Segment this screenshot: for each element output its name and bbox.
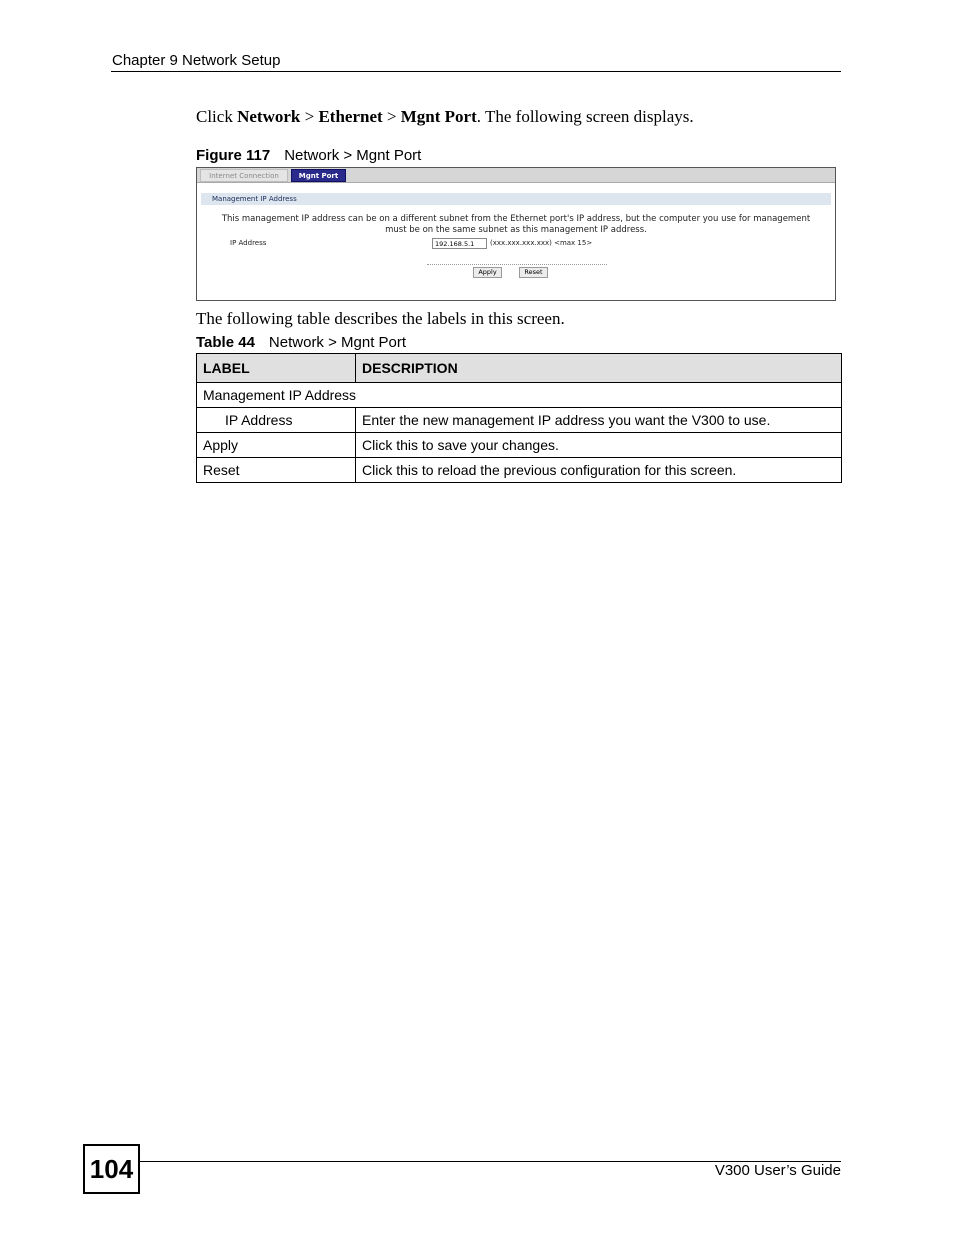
ip-address-hint: (xxx.xxx.xxx.xxx) <max 15> xyxy=(490,239,593,247)
figure-title: Network > Mgnt Port xyxy=(284,147,422,164)
intro-path-mgnt-port: Mgnt Port xyxy=(400,107,477,126)
header-rule xyxy=(111,71,841,72)
tab-internet-connection[interactable]: Internet Connection xyxy=(200,169,288,182)
table-intro-text: The following table describes the labels in this screen. xyxy=(196,309,565,328)
intro-suffix: . The following screen displays. xyxy=(476,107,694,126)
row-label: IP Address xyxy=(197,408,356,433)
tab-mgnt-port[interactable]: Mgnt Port xyxy=(291,169,346,182)
section-label: Management IP Address xyxy=(197,383,842,408)
labels-table xyxy=(196,353,842,483)
management-note-line-2: must be on the same subnet as this management IP address. xyxy=(385,225,647,235)
figure-caption xyxy=(196,147,421,164)
table-row xyxy=(197,408,842,433)
mgnt-port-screenshot xyxy=(196,167,836,301)
table-title: Network > Mgnt Port xyxy=(268,334,407,351)
table-header-row xyxy=(197,354,842,383)
header-label: LABEL xyxy=(197,354,356,383)
intro-path-network: Network xyxy=(237,107,301,126)
intro-sep-1: > xyxy=(300,107,319,126)
intro-path-ethernet: Ethernet xyxy=(318,107,383,126)
chapter-header: Chapter 9 Network Setup xyxy=(112,52,281,69)
intro-prefix: Click xyxy=(196,107,238,126)
reset-button[interactable]: Reset xyxy=(519,267,548,278)
figure-number: Figure 117 xyxy=(196,147,271,164)
table-section-row xyxy=(197,383,842,408)
row-description: Click this to reload the previous configuration for this screen. xyxy=(356,458,842,483)
row-description: Click this to save your changes. xyxy=(356,433,842,458)
header-description: DESCRIPTION xyxy=(356,354,842,383)
row-description: Enter the new management IP address you want the V300 to use. xyxy=(356,408,842,433)
dotted-divider xyxy=(427,264,607,265)
row-label: Reset xyxy=(197,458,356,483)
guide-title: V300 User’s Guide xyxy=(714,1162,841,1179)
tab-bar xyxy=(197,168,835,183)
table-number: Table 44 xyxy=(196,334,255,351)
apply-button[interactable]: Apply xyxy=(473,267,502,278)
intro-paragraph xyxy=(196,107,694,127)
management-note-line-1: This management IP address can be on a different subnet from the Ethernet port's IP address, but the computer you use for management xyxy=(221,214,811,224)
table-row xyxy=(197,433,842,458)
ip-address-input[interactable]: 192.168.5.1 xyxy=(432,238,487,249)
section-title: Management IP Address xyxy=(212,195,297,203)
intro-sep-2: > xyxy=(382,107,401,126)
ip-address-label: IP Address xyxy=(230,239,267,247)
table-caption xyxy=(196,334,406,351)
page-number: 104 xyxy=(83,1144,140,1194)
table-row xyxy=(197,458,842,483)
row-label: Apply xyxy=(197,433,356,458)
